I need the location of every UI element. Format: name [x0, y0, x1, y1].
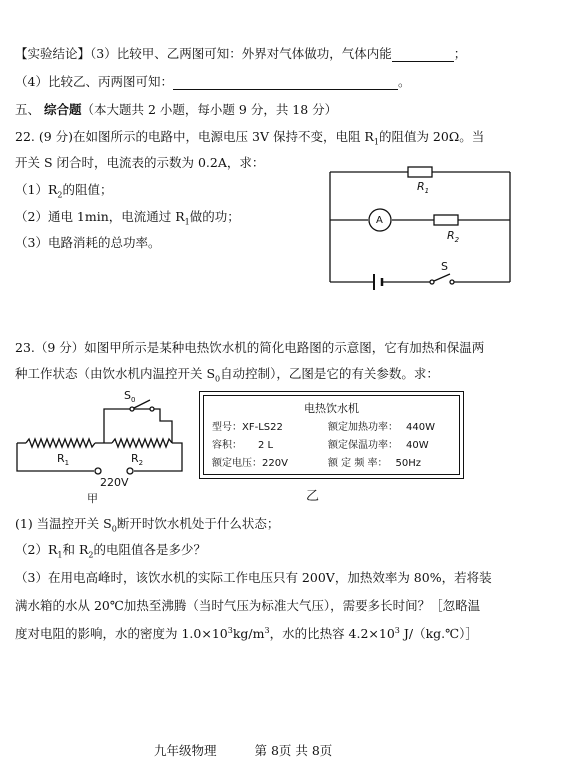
text: 的阻值为 20Ω。当: [378, 129, 485, 144]
answer-blank[interactable]: [392, 46, 454, 62]
text: 断开时饮水机处于什么状态；: [116, 516, 280, 531]
resistor-r1-icon: [408, 167, 432, 177]
r1-label: $R_1$: [57, 452, 70, 468]
figure-yi-label: 乙: [306, 489, 320, 504]
switch-icon: [430, 280, 434, 284]
text: 23.（9 分）如图甲所示是某种电热饮水机的简化电路图的示意图，它有加热和保温两: [15, 340, 485, 355]
q23-item-3-cont: [15, 596, 480, 614]
switch-label: S: [441, 260, 448, 273]
resistor-r2-icon: [434, 215, 458, 225]
text: （2）R: [15, 542, 58, 557]
text: 度对电阻的影响，水的密度为 1.0×10: [15, 626, 228, 641]
q22-line-2: [15, 153, 264, 171]
text: 22. (9 分)在如图所示的电路中，电源电压 3V 保持不变，电阻 R: [15, 129, 374, 144]
spec-plate: [203, 395, 460, 475]
section-note: （本大题共 2 小题，每小题 9 分，共 18 分）: [81, 102, 338, 117]
q23-item-3-cont2: [15, 624, 478, 642]
footer-page: 第 8页 共 8页: [254, 743, 333, 758]
capacity: 容积： 2 L: [212, 440, 274, 451]
subscript: 1: [184, 217, 190, 227]
frequency: 额 定 频 率： 50Hz: [328, 458, 422, 469]
text: （3）在用电高峰时，该饮水机的实际工作电压只有 200V，加热效率为 80%，若将装: [15, 570, 492, 585]
text: 种工作状态（由饮水机内温控开关 S: [15, 366, 216, 381]
q23-item-1: [15, 514, 279, 534]
text: 自动控制），乙图是它的有关参数。求：: [220, 366, 439, 381]
text: ，水的比热容 4.2×10: [269, 626, 395, 641]
text: （2）通电 1min，电流通过 R: [15, 209, 185, 224]
q23-line-1: [15, 338, 484, 356]
resistor-r2-icon: [112, 439, 172, 447]
text: 。: [397, 74, 411, 89]
text: 【实验结论】（3）比较甲、乙两图可知：外界对气体做功，气体内能: [15, 46, 392, 61]
text: J/（kg.℃）］: [399, 626, 478, 641]
conclusion-line-3: [15, 44, 466, 62]
section-5-heading: [15, 100, 337, 118]
text: (1) 当温控开关 S: [15, 516, 112, 531]
q22-item-3: [15, 233, 160, 251]
footer-subject: 九年级物理: [154, 743, 217, 758]
section-number: 五、: [15, 102, 41, 117]
subscript: 1: [373, 137, 379, 147]
rated-voltage: 额定电压：220V: [212, 458, 288, 469]
text: ；: [453, 46, 467, 61]
heating-power: 额定加热功率： 440W: [328, 422, 435, 433]
ammeter-label: A: [376, 215, 383, 226]
voltage-label: 220V: [100, 476, 129, 489]
insulation-power: 额定保温功率： 40W: [328, 440, 429, 451]
r2-label: $R_2$: [447, 229, 460, 245]
conclusion-line-4: [15, 72, 410, 90]
superscript: 3: [264, 625, 270, 635]
r1-label: $R_1$: [417, 180, 430, 196]
text: kg/m: [232, 626, 265, 641]
text: （3）电路消耗的总功率。: [15, 235, 161, 250]
text: （4）比较乙、丙两图可知：: [15, 74, 173, 89]
q22-item-2: [15, 207, 240, 227]
circuit-diagram-jia: [12, 383, 192, 478]
subscript: 2: [88, 550, 94, 560]
superscript: 3: [394, 625, 400, 635]
switch-s0-icon: [130, 407, 134, 411]
text: 做的功；: [189, 209, 240, 224]
resistor-r1-icon: [26, 439, 95, 447]
subscript: 2: [57, 190, 63, 200]
spec-title: 电热饮水机: [304, 402, 359, 415]
section-title: 综合题: [44, 102, 82, 117]
text: 满水箱的水从 20℃加热至沸腾（当时气压为标准大气压），需要多长时间？［忽略温: [15, 598, 481, 613]
q23-item-3: [15, 568, 492, 586]
model: 型号：XF-LS22: [212, 422, 283, 433]
subscript: 0: [111, 524, 117, 534]
answer-blank[interactable]: [173, 74, 398, 90]
text: （1）R: [15, 182, 58, 197]
q22-item-1: [15, 180, 112, 200]
text: 和 R: [62, 542, 89, 557]
subscript: 0: [215, 374, 221, 384]
superscript: 3: [227, 625, 233, 635]
s0-label: $S_0$: [124, 389, 136, 405]
q22-line-1: [15, 127, 484, 147]
page-footer: [154, 741, 332, 759]
text: 开关 S 闭合时，电流表的示数为 0.2A，求：: [15, 155, 265, 170]
text: 的电阻值各是多少？: [93, 542, 206, 557]
figure-jia-label: 甲: [87, 492, 98, 505]
text: 的阻值；: [62, 182, 113, 197]
q23-item-2: [15, 540, 206, 560]
subscript: 1: [57, 550, 63, 560]
r2-label: $R_2$: [131, 452, 144, 468]
q23-line-2: [15, 364, 439, 384]
